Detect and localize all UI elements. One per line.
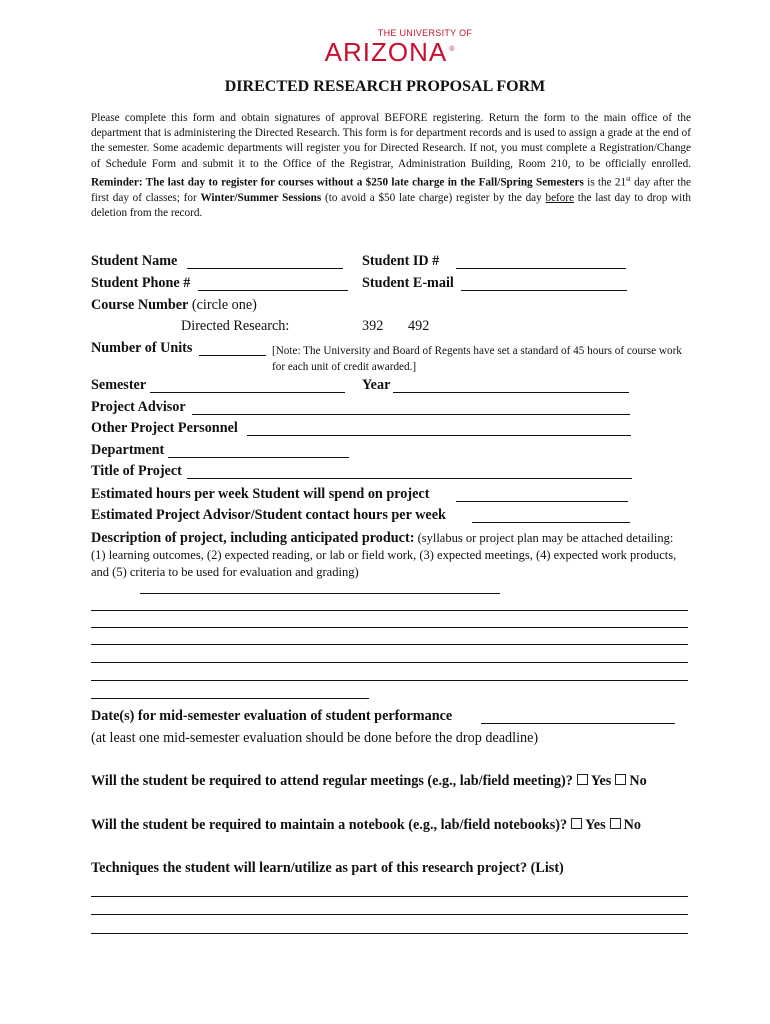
- meetings-yes-checkbox[interactable]: [577, 774, 588, 785]
- description-line[interactable]: [91, 644, 688, 645]
- evaluation-note: (at least one mid-semester evaluation should be done before the drop deadline): [91, 730, 539, 746]
- description-line[interactable]: [91, 662, 688, 663]
- student-phone-label: Student Phone #: [91, 275, 191, 291]
- semester-label: Semester: [91, 377, 147, 393]
- year-label: Year: [362, 377, 391, 393]
- student-id-label: Student ID #: [362, 253, 440, 269]
- year-line[interactable]: [393, 392, 629, 393]
- directed-research-label: Directed Research:: [181, 318, 290, 334]
- meetings-no-checkbox[interactable]: [615, 774, 626, 785]
- est-contact-label: Estimated Project Advisor/Student contact hours per week: [91, 507, 446, 523]
- units-line[interactable]: [199, 355, 266, 356]
- student-id-line[interactable]: [456, 268, 626, 269]
- project-title-line[interactable]: [187, 478, 632, 479]
- notebook-no-checkbox[interactable]: [610, 818, 621, 829]
- department-line[interactable]: [168, 457, 349, 458]
- evaluation-dates-label: Date(s) for mid-semester evaluation of student performance: [91, 708, 453, 724]
- est-contact-line[interactable]: [472, 522, 630, 523]
- logo-arizona: ARIZONA ®: [324, 37, 456, 67]
- other-personnel-label: Other Project Personnel: [91, 420, 238, 436]
- description-line[interactable]: [91, 680, 688, 681]
- description-line[interactable]: [91, 610, 688, 611]
- description-line[interactable]: [91, 627, 688, 628]
- intro-paragraph: Please complete this form and obtain signatures of approval BEFORE registering. Return the form to the main office of the department that is administering the Directed Research. This form is for department records and is used to assign a grade at the end of the semester. Some academic departments will register you for Directed Research. If not, you must complete a Registration/Change of Schedule Form and submit it to the Office of the Registrar, Administration Building, Room 210, to be officially enrolled. Reminder: The last day to register for courses without a $250 late charge in the Fall/Spring Semesters is the 21st day after the first day of classes; for Winter/Summer Sessions (to avoid a $50 late charge) register by the day before the last day to drop with deletion from the record.: [91, 112, 692, 219]
- project-advisor-line[interactable]: [192, 414, 630, 415]
- student-email-line[interactable]: [461, 290, 627, 291]
- meetings-question: Will the student be required to attend regular meetings (e.g., lab/field meeting)? Yes No: [91, 773, 647, 789]
- techniques-line[interactable]: [91, 914, 688, 915]
- notebook-yes-checkbox[interactable]: [571, 818, 582, 829]
- project-title-label: Title of Project: [91, 463, 182, 479]
- description-label: Description of project, including anticipated product: (syllabus or project plan may be attached detailing: (1) learning outcomes, (2) expected reading, or lab or field work, (3) expected meetings, (4) expected work products, and (5) criteria to be used for evaluation and grading): [91, 530, 677, 579]
- student-email-label: Student E-mail: [362, 275, 454, 291]
- est-hours-label: Estimated hours per week Student will spend on project: [91, 486, 430, 502]
- techniques-line[interactable]: [91, 933, 688, 934]
- techniques-question: Techniques the student will learn/utilize as part of this research project? (List): [91, 860, 564, 876]
- logo-university-of: THE UNIVERSITY OF: [377, 28, 473, 38]
- department-label: Department: [91, 442, 165, 458]
- evaluation-dates-line[interactable]: [481, 723, 675, 724]
- techniques-line[interactable]: [91, 896, 688, 897]
- student-phone-line[interactable]: [198, 290, 348, 291]
- student-name-line[interactable]: [187, 268, 343, 269]
- units-label: Number of Units: [91, 340, 193, 356]
- course-option-392[interactable]: 392: [362, 318, 384, 334]
- course-number-label: Course Number (circle one): [91, 297, 257, 313]
- description-line-short[interactable]: [91, 698, 369, 699]
- project-advisor-label: Project Advisor: [91, 399, 186, 415]
- description-grading-line[interactable]: [140, 593, 500, 594]
- other-personnel-line[interactable]: [247, 435, 631, 436]
- student-name-label: Student Name: [91, 253, 178, 269]
- units-note: [Note: The University and Board of Regents have set a standard of 45 hours of course work for each unit of credit awarded.]: [272, 345, 682, 373]
- semester-line[interactable]: [150, 392, 345, 393]
- notebook-question: Will the student be required to maintain a notebook (e.g., lab/field notebooks)? Yes No: [91, 817, 641, 833]
- form-title: DIRECTED RESEARCH PROPOSAL FORM: [224, 78, 546, 95]
- est-hours-line[interactable]: [456, 501, 628, 502]
- course-option-492[interactable]: 492: [408, 318, 430, 334]
